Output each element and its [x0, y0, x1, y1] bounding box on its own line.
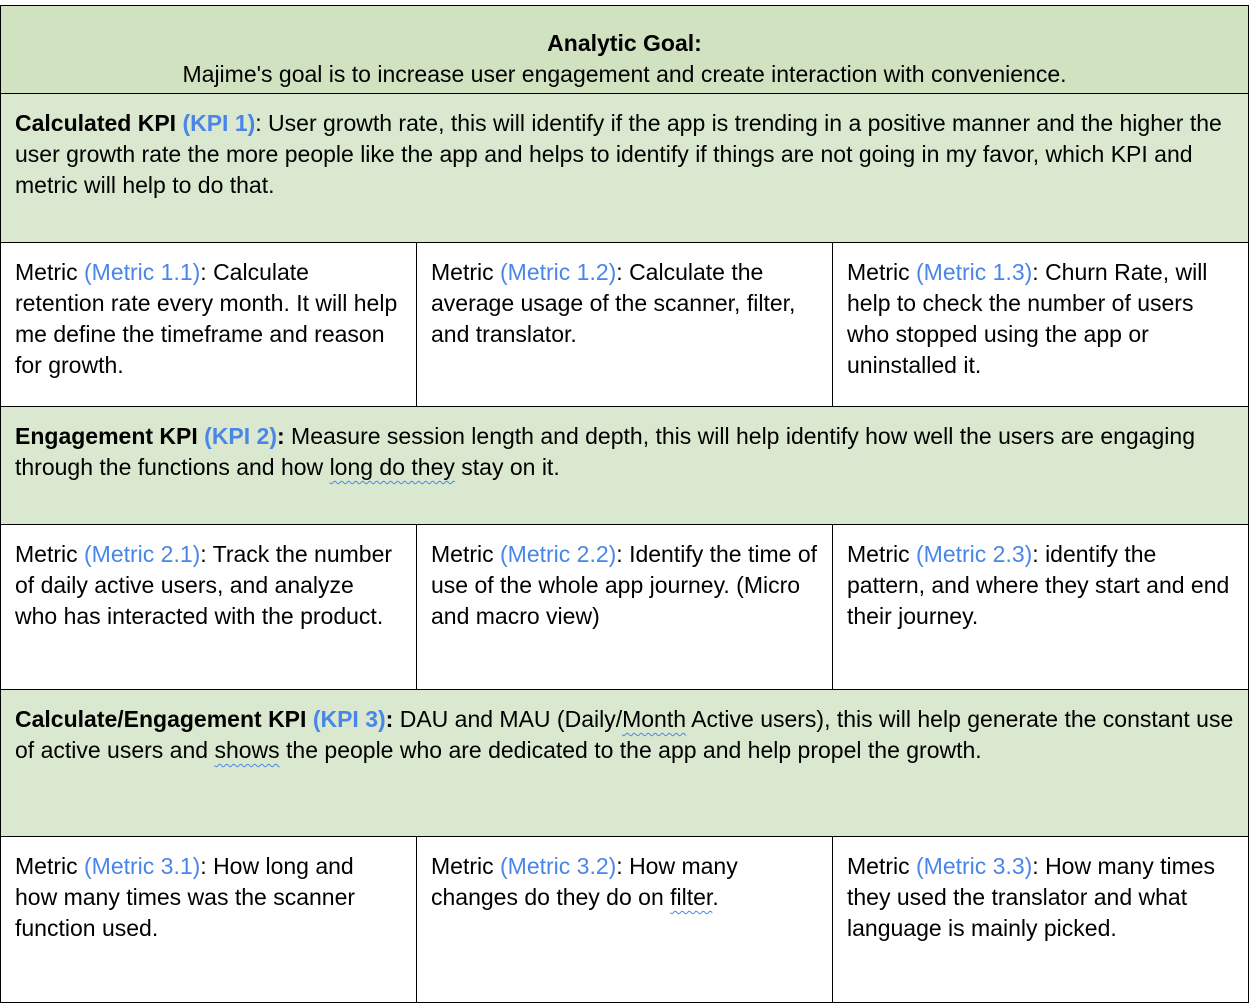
metric-1-2-text: : Calculate the average usage of the scanner, filter, and translator.: [431, 259, 796, 347]
metric-prefix: Metric: [15, 259, 84, 285]
goal-text: Majime's goal is to increase user engagement and create interaction with convenience.: [182, 61, 1067, 87]
metric-prefix: Metric: [431, 541, 500, 567]
kpi1-text: : User growth rate, this will identify if the app is trending in a positive manner and the higher the user growth rate the more people like the app and helps to identify if things are not going in my favor, which KPI and metric will help to do that.: [15, 110, 1222, 198]
kpi3-cell[interactable]: [1, 690, 1249, 837]
metric-prefix: Metric: [847, 853, 916, 879]
metric-1-3-cell[interactable]: [833, 243, 1249, 407]
analytic-goal-cell[interactable]: [1, 6, 1249, 94]
kpi2-label: Engagement KPI: [15, 423, 198, 449]
metric-3-2-text-a: : How many changes do they do on: [431, 853, 738, 910]
metric-3-2-cell[interactable]: [417, 837, 833, 1003]
kpi3-tag: (KPI 3): [312, 706, 386, 732]
kpi1-row: [1, 94, 1249, 243]
kpi1-label: Calculated KPI: [15, 110, 177, 136]
kpi2-text-b: stay on it.: [454, 454, 560, 480]
metrics1-row: [1, 243, 1249, 407]
metric-1-3-text: : Churn Rate, will help to check the number of users who stopped using the app or uninstalled it.: [847, 259, 1208, 378]
metric-prefix: Metric: [847, 259, 916, 285]
metric-3-2-spellcheck-filter[interactable]: filter: [670, 884, 713, 910]
metric-1-3-tag: (Metric 1.3): [916, 259, 1033, 285]
metrics2-row: [1, 525, 1249, 690]
kpi3-colon: :: [385, 706, 394, 732]
metric-3-1-cell[interactable]: [1, 837, 417, 1003]
metric-2-3-tag: (Metric 2.3): [916, 541, 1033, 567]
metric-2-1-cell[interactable]: [1, 525, 417, 690]
kpi2-text-a: Measure session length and depth, this will help identify how well the users are engaging through the functions and how: [15, 423, 1195, 480]
metric-3-3-tag: (Metric 3.3): [916, 853, 1033, 879]
kpi3-label: Calculate/Engagement KPI: [15, 706, 307, 732]
metric-prefix: Metric: [847, 541, 916, 567]
metric-1-1-tag: (Metric 1.1): [84, 259, 201, 285]
kpi2-spellcheck-span[interactable]: long do they: [329, 454, 455, 480]
metric-2-1-tag: (Metric 2.1): [84, 541, 201, 567]
kpi3-row: [1, 690, 1249, 837]
metric-3-3-text: : How many times they used the translator and what language is mainly picked.: [847, 853, 1216, 941]
metric-prefix: Metric: [15, 541, 84, 567]
metric-2-1-text: : Track the number of daily active users, and analyze who has interacted with the product.: [15, 541, 393, 629]
metric-1-2-cell[interactable]: [417, 243, 833, 407]
kpi1-cell[interactable]: [1, 94, 1249, 243]
metric-3-1-text: : How long and how many times was the scanner function used.: [15, 853, 356, 941]
kpi2-colon: :: [277, 423, 285, 449]
metric-3-2-text-b: .: [712, 884, 719, 910]
kpi2-cell[interactable]: [1, 407, 1249, 525]
kpi3-spellcheck-shows[interactable]: shows: [214, 737, 280, 763]
kpi3-text-a: DAU and MAU (Daily/: [393, 706, 623, 732]
metric-prefix: Metric: [15, 853, 84, 879]
metric-2-2-cell[interactable]: [417, 525, 833, 690]
kpi-table: [0, 5, 1249, 1003]
kpi2-row: [1, 407, 1249, 525]
metric-2-3-cell[interactable]: [833, 525, 1249, 690]
metrics3-row: [1, 837, 1249, 1003]
metric-3-2-tag: (Metric 3.2): [500, 853, 617, 879]
metric-2-2-tag: (Metric 2.2): [500, 541, 617, 567]
metric-3-1-tag: (Metric 3.1): [84, 853, 201, 879]
kpi3-spellcheck-month[interactable]: Month: [622, 706, 687, 732]
metric-prefix: Metric: [431, 259, 500, 285]
metric-3-3-cell[interactable]: [833, 837, 1249, 1003]
metric-1-1-cell[interactable]: [1, 243, 417, 407]
kpi3-text-b: Active users), this will help generate the constant use of active users and: [15, 706, 1234, 763]
kpi1-tag: (KPI 1): [182, 110, 256, 136]
goal-row: [1, 6, 1249, 94]
metric-1-1-text: : Calculate retention rate every month. It will help me define the timeframe and reason for growth.: [15, 259, 398, 378]
kpi2-tag: (KPI 2): [204, 423, 277, 449]
metric-2-2-text: : Identify the time of use of the whole app journey. (Micro and macro view): [431, 541, 818, 629]
metric-2-3-text: : identify the pattern, and where they start and end their journey.: [847, 541, 1230, 629]
goal-title: Analytic Goal:: [547, 30, 702, 56]
kpi3-text-c: the people who are dedicated to the app and help propel the growth.: [279, 737, 982, 763]
metric-1-2-tag: (Metric 1.2): [500, 259, 617, 285]
metric-prefix: Metric: [431, 853, 500, 879]
